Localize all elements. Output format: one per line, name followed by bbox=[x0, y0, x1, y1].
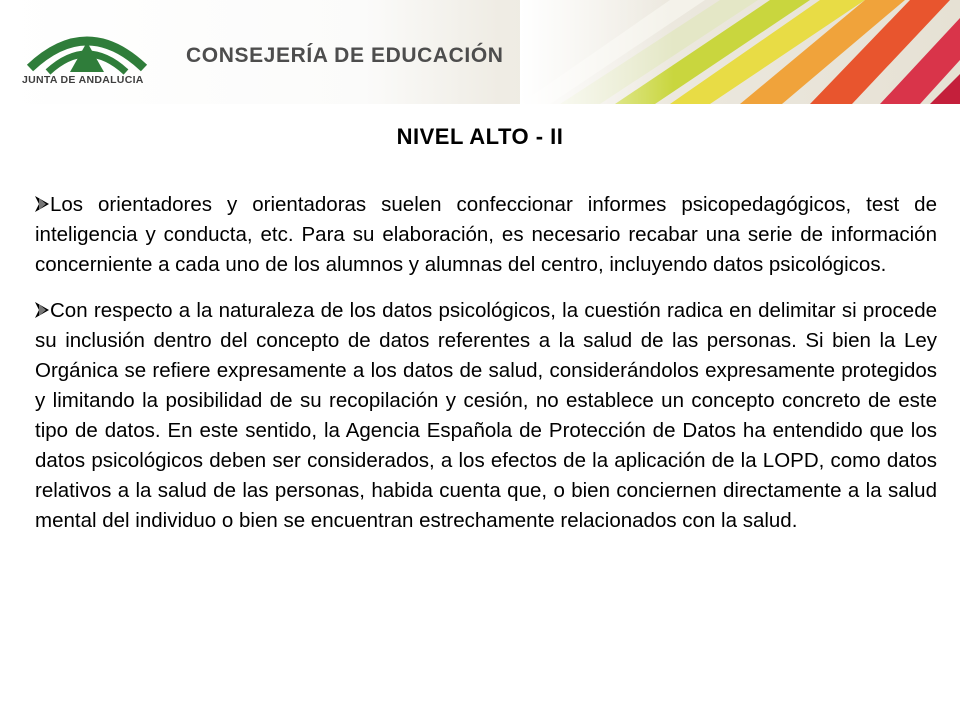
paragraph-2 bbox=[35, 296, 937, 536]
paragraph-text: Con respecto a la naturaleza de los datos psicológicos, la cuestión radica en delimitar si procede su inclusión dentro del concepto de datos referentes a la salud de las personas. Si bien la Ley Orgánica se refiere expresamente a los datos de salud, considerándolos expresamente protegidos y limitando la posibilidad de su recopilación y cesión, no establece un concepto concreto de este tipo de datos. En este sentido, la Agencia Española de Protección de Datos ha entendido que los datos psicológicos deben ser considerados, a los efectos de la aplicación de la LOPD, como datos relativos a la salud de las personas, habida cuenta que, o bien conciernen directamente a la salud mental del individuo o bien se encuentran estrechamente relacionados con la salud. bbox=[35, 299, 937, 532]
content-body bbox=[35, 190, 937, 552]
slide-title: NIVEL ALTO - II bbox=[396, 124, 564, 149]
logo-text: JUNTA DE ANDALUCIA bbox=[22, 74, 144, 86]
header-banner bbox=[0, 0, 960, 104]
arrowhead-bullet-icon bbox=[35, 302, 49, 318]
paragraph-1 bbox=[35, 190, 937, 280]
org-title: CONSEJERÍA DE EDUCACIÓN bbox=[186, 44, 504, 67]
arrowhead-bullet-icon bbox=[35, 196, 49, 212]
crayons-image-icon bbox=[520, 0, 960, 104]
paragraph-text: Los orientadores y orientadoras suelen confeccionar informes psicopedagógicos, test de inteligencia y conducta, etc. Para su elaboración, es necesario recabar una serie de información concerniente a cada uno de los alumnos y alumnas del centro, incluyendo datos psicológicos. bbox=[35, 193, 937, 276]
